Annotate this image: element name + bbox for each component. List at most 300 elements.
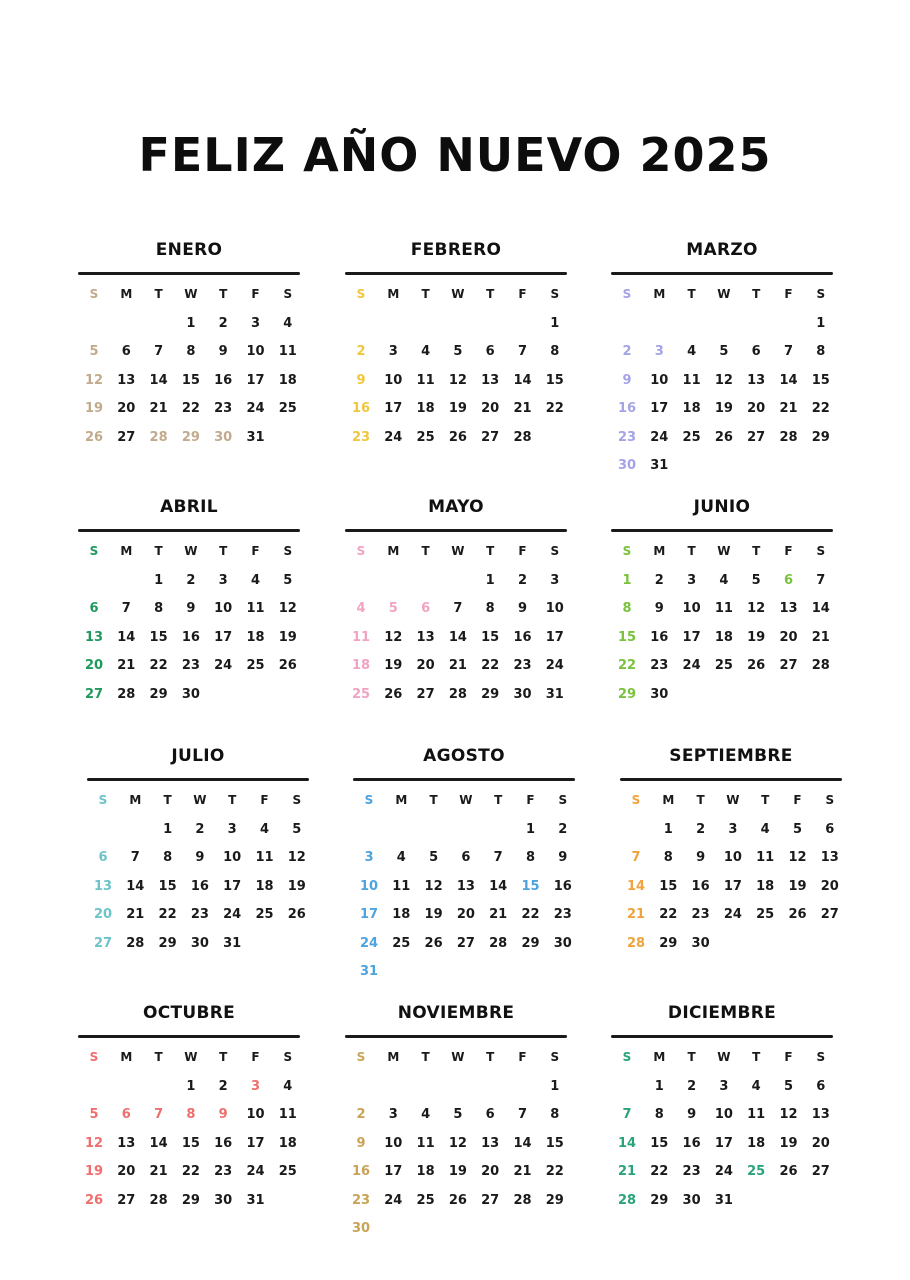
weekday-label: S <box>550 1050 560 1064</box>
day-cell: 12 <box>747 601 766 617</box>
weekday-label: T <box>687 544 696 558</box>
weekday-label: F <box>526 793 535 807</box>
day-cell: 24 <box>246 1164 265 1180</box>
day-cell: 6 <box>825 822 835 837</box>
day-cell: 1 <box>186 316 196 331</box>
day-cell: 25 <box>255 907 274 923</box>
weekday-label: M <box>120 287 133 301</box>
day-cell: 1 <box>163 822 173 837</box>
month-name: JULIO <box>171 746 225 766</box>
day-cell: 27 <box>811 1164 830 1180</box>
day-cell: 18 <box>246 629 265 645</box>
day-cell: 7 <box>783 344 794 360</box>
day-cell: 4 <box>283 1079 293 1094</box>
day-cell: 6 <box>121 1107 131 1123</box>
day-cell: 7 <box>517 344 528 360</box>
month-mayo <box>345 497 567 737</box>
month-divider <box>353 778 575 781</box>
day-cell: 2 <box>218 1079 228 1094</box>
day-cell: 11 <box>246 601 265 617</box>
day-cell: 23 <box>650 658 669 674</box>
day-cell: 14 <box>448 629 467 645</box>
day-cell: 5 <box>719 344 729 360</box>
day-cell: 18 <box>756 878 775 894</box>
day-cell: 21 <box>513 1164 532 1180</box>
weekday-label: F <box>251 544 260 558</box>
day-cell: 18 <box>714 629 733 645</box>
day-cell: 19 <box>287 878 306 894</box>
day-cell: 14 <box>149 372 168 388</box>
day-cell: 15 <box>659 878 678 894</box>
day-cell: 3 <box>654 344 664 360</box>
day-cell: 6 <box>421 601 431 617</box>
day-cell: 21 <box>779 401 798 417</box>
day-cell: 25 <box>246 658 265 674</box>
day-cell: 20 <box>747 401 766 417</box>
day-cell: 2 <box>186 573 196 588</box>
day-cell: 10 <box>723 850 742 866</box>
day-cell: 13 <box>117 1135 136 1151</box>
day-cell: 26 <box>278 658 297 674</box>
day-cell: 19 <box>84 1164 104 1180</box>
day-cell: 10 <box>714 1107 733 1123</box>
day-cell: 2 <box>558 822 568 837</box>
day-cell: 26 <box>287 907 306 923</box>
day-cell: 9 <box>356 372 366 388</box>
day-cell: 16 <box>214 1135 233 1151</box>
day-cell: 7 <box>631 850 641 866</box>
day-cell: 23 <box>214 1164 233 1180</box>
day-cell: 5 <box>429 850 439 866</box>
weekday-label: W <box>184 1050 198 1064</box>
day-cell: 29 <box>650 1192 669 1208</box>
weekday-label: S <box>283 544 293 558</box>
weekday-label: T <box>761 793 770 807</box>
day-cell: 15 <box>545 1135 564 1151</box>
month-name: MARZO <box>686 240 758 260</box>
day-cell: 3 <box>388 344 398 360</box>
day-cell: 13 <box>93 878 113 894</box>
day-cell: 16 <box>351 401 371 417</box>
day-cell: 19 <box>448 1164 467 1180</box>
day-cell: 10 <box>223 850 242 866</box>
day-cell: 18 <box>255 878 274 894</box>
day-cell: 14 <box>626 878 646 894</box>
day-cell: 17 <box>384 401 403 417</box>
day-cell: 6 <box>121 344 131 360</box>
day-cell: 16 <box>691 878 710 894</box>
day-cell: 28 <box>448 686 467 702</box>
day-cell: 26 <box>84 1192 104 1208</box>
day-cell: 10 <box>246 344 265 360</box>
day-cell: 27 <box>481 1192 500 1208</box>
weekday-label: W <box>184 544 198 558</box>
weekday-label: M <box>395 793 408 807</box>
day-cell: 26 <box>779 1164 798 1180</box>
day-cell: 20 <box>117 1164 136 1180</box>
weekday-label: T <box>687 1050 696 1064</box>
month-abril <box>78 497 300 737</box>
day-cell: 3 <box>719 1079 729 1094</box>
day-cell: 9 <box>622 372 632 388</box>
day-cell: 11 <box>255 850 274 866</box>
day-cell: 27 <box>117 429 136 445</box>
day-cell: 19 <box>424 907 443 923</box>
month-noviembre <box>345 1003 567 1243</box>
weekday-label: M <box>387 544 400 558</box>
day-cell: 30 <box>691 935 710 951</box>
day-cell: 24 <box>359 935 379 951</box>
day-cell: 9 <box>218 1107 228 1123</box>
weekday-label: T <box>752 1050 761 1064</box>
weekday-label: S <box>98 793 108 807</box>
day-cell: 12 <box>84 1135 104 1151</box>
day-cell: 22 <box>811 401 830 417</box>
day-cell: 17 <box>246 372 265 388</box>
day-cell: 4 <box>760 822 770 837</box>
day-cell: 28 <box>126 935 145 951</box>
day-cell: 18 <box>416 401 435 417</box>
day-cell: 14 <box>811 601 830 617</box>
weekday-label: F <box>784 287 793 301</box>
day-cell: 7 <box>154 344 164 360</box>
day-cell: 7 <box>622 1107 632 1123</box>
day-cell: 7 <box>121 601 131 617</box>
day-cell: 3 <box>250 316 261 331</box>
day-cell: 10 <box>545 601 564 617</box>
day-cell: 25 <box>278 1164 297 1180</box>
day-cell: 16 <box>650 629 669 645</box>
day-cell: 23 <box>513 658 532 674</box>
month-agosto <box>353 746 575 986</box>
weekday-label: T <box>219 1050 228 1064</box>
day-cell: 14 <box>489 878 508 894</box>
weekday-label: T <box>154 1050 163 1064</box>
day-cell: 5 <box>292 822 302 837</box>
day-cell: 1 <box>525 822 536 837</box>
day-cell: 17 <box>682 629 701 645</box>
weekday-label: W <box>459 793 473 807</box>
day-cell: 18 <box>278 1135 297 1151</box>
month-name: OCTUBRE <box>142 1003 236 1023</box>
day-cell: 12 <box>714 372 733 388</box>
day-cell: 3 <box>728 822 738 837</box>
day-cell: 17 <box>246 1135 265 1151</box>
month-diciembre <box>611 1003 833 1243</box>
day-cell: 11 <box>747 1107 766 1123</box>
day-cell: 11 <box>756 850 775 866</box>
day-cell: 11 <box>682 372 701 388</box>
weekday-label: T <box>486 544 495 558</box>
day-cell: 25 <box>351 686 371 702</box>
day-cell: 17 <box>214 629 233 645</box>
day-cell: 20 <box>481 1164 500 1180</box>
weekday-label: W <box>717 544 731 558</box>
day-cell: 5 <box>453 1107 463 1123</box>
weekday-label: T <box>163 793 172 807</box>
day-cell: 15 <box>481 629 500 645</box>
day-cell: 3 <box>364 850 374 866</box>
day-cell: 13 <box>416 629 435 645</box>
weekday-label: T <box>421 1050 430 1064</box>
day-cell: 29 <box>158 935 177 951</box>
weekday-label: S <box>622 1050 632 1064</box>
day-cell: 31 <box>246 1192 265 1208</box>
day-cell: 14 <box>117 629 136 645</box>
day-cell: 5 <box>792 822 803 837</box>
day-cell: 18 <box>351 658 371 674</box>
day-cell: 3 <box>250 1079 261 1094</box>
day-cell: 21 <box>513 401 532 417</box>
day-cell: 29 <box>181 1192 200 1208</box>
weekday-label: S <box>558 793 568 807</box>
day-cell: 17 <box>359 907 379 923</box>
day-cell: 13 <box>481 1135 500 1151</box>
day-cell: 13 <box>747 372 766 388</box>
day-cell: 4 <box>687 344 697 360</box>
day-cell: 22 <box>181 1164 200 1180</box>
weekday-label: S <box>283 287 293 301</box>
month-divider <box>78 1035 300 1038</box>
day-cell: 27 <box>117 1192 136 1208</box>
day-cell: 20 <box>811 1135 830 1151</box>
day-cell: 26 <box>84 429 104 445</box>
weekday-label: T <box>752 287 761 301</box>
day-cell: 26 <box>384 686 403 702</box>
day-cell: 29 <box>181 429 200 445</box>
day-cell: 19 <box>278 629 297 645</box>
day-cell: 4 <box>751 1079 761 1094</box>
weekday-label: T <box>696 793 705 807</box>
weekday-label: F <box>518 1050 527 1064</box>
day-cell: 15 <box>149 629 168 645</box>
weekday-label: T <box>687 287 696 301</box>
day-cell: 30 <box>190 935 209 951</box>
weekday-label: S <box>550 287 560 301</box>
day-cell: 7 <box>154 1107 164 1123</box>
day-cell: 1 <box>550 316 560 331</box>
day-cell: 25 <box>756 907 775 923</box>
day-cell: 11 <box>714 601 733 617</box>
day-cell: 5 <box>89 1107 99 1123</box>
day-cell: 9 <box>186 601 196 617</box>
day-cell: 25 <box>682 429 701 445</box>
day-cell: 15 <box>650 1135 669 1151</box>
day-cell: 6 <box>98 850 108 866</box>
weekday-label: S <box>825 793 835 807</box>
day-cell: 28 <box>617 1192 637 1208</box>
month-name: DICIEMBRE <box>667 1003 777 1023</box>
weekday-label: S <box>356 287 366 301</box>
day-cell: 4 <box>396 850 406 866</box>
day-cell: 13 <box>779 601 798 617</box>
day-cell: 15 <box>811 372 830 388</box>
day-cell: 24 <box>384 1192 403 1208</box>
day-cell: 26 <box>747 658 766 674</box>
day-cell: 15 <box>617 629 637 645</box>
day-cell: 22 <box>659 907 678 923</box>
day-cell: 5 <box>388 601 398 617</box>
day-cell: 14 <box>513 372 532 388</box>
day-cell: 13 <box>456 878 475 894</box>
day-cell: 11 <box>416 372 435 388</box>
month-divider <box>611 1035 833 1038</box>
month-divider <box>611 529 833 532</box>
day-cell: 23 <box>682 1164 701 1180</box>
day-cell: 31 <box>714 1192 733 1208</box>
day-cell: 23 <box>617 429 637 445</box>
day-cell: 20 <box>456 907 475 923</box>
day-cell: 28 <box>489 935 508 951</box>
month-marzo <box>611 240 833 480</box>
day-cell: 12 <box>384 629 403 645</box>
day-cell: 10 <box>384 372 403 388</box>
weekday-label: M <box>129 793 142 807</box>
day-cell: 23 <box>181 658 200 674</box>
weekday-label: M <box>653 544 666 558</box>
day-cell: 30 <box>553 935 572 951</box>
day-cell: 29 <box>521 935 540 951</box>
month-divider <box>345 272 567 275</box>
day-cell: 21 <box>811 629 830 645</box>
day-cell: 24 <box>682 658 701 674</box>
day-cell: 1 <box>550 1079 560 1094</box>
day-cell: 20 <box>416 658 435 674</box>
day-cell: 18 <box>416 1164 435 1180</box>
day-cell: 31 <box>650 458 669 473</box>
day-cell: 30 <box>617 458 637 473</box>
month-name: NOVIEMBRE <box>397 1003 515 1023</box>
day-cell: 22 <box>181 401 200 417</box>
weekday-label: S <box>631 793 641 807</box>
day-cell: 14 <box>617 1135 637 1151</box>
day-cell: 20 <box>117 401 136 417</box>
day-cell: 27 <box>481 429 500 445</box>
weekday-label: W <box>451 544 465 558</box>
day-cell: 28 <box>149 1192 168 1208</box>
day-cell: 30 <box>682 1192 701 1208</box>
day-cell: 19 <box>448 401 467 417</box>
day-cell: 16 <box>351 1164 371 1180</box>
weekday-label: M <box>653 1050 666 1064</box>
day-cell: 9 <box>696 850 706 866</box>
day-cell: 27 <box>747 429 766 445</box>
day-cell: 16 <box>682 1135 701 1151</box>
day-cell: 9 <box>218 344 228 360</box>
day-cell: 20 <box>93 907 113 923</box>
day-cell: 11 <box>416 1135 435 1151</box>
month-julio <box>87 746 309 986</box>
weekday-label: F <box>784 544 793 558</box>
day-cell: 6 <box>89 601 99 617</box>
day-cell: 26 <box>448 429 467 445</box>
weekday-label: S <box>89 287 99 301</box>
month-divider <box>345 1035 567 1038</box>
day-cell: 30 <box>351 1221 371 1236</box>
day-cell: 8 <box>622 601 632 617</box>
day-cell: 1 <box>816 316 826 331</box>
day-cell: 22 <box>617 658 637 674</box>
weekday-label: M <box>387 287 400 301</box>
day-cell: 28 <box>513 1192 532 1208</box>
month-junio <box>611 497 833 737</box>
day-cell: 10 <box>214 601 233 617</box>
day-cell: 9 <box>195 850 205 866</box>
day-cell: 5 <box>453 344 463 360</box>
day-cell: 31 <box>545 686 564 702</box>
day-cell: 21 <box>448 658 467 674</box>
day-cell: 1 <box>663 822 673 837</box>
day-cell: 7 <box>130 850 140 866</box>
day-cell: 28 <box>149 429 168 445</box>
day-cell: 18 <box>392 907 411 923</box>
day-cell: 14 <box>149 1135 168 1151</box>
day-cell: 8 <box>186 344 196 360</box>
day-cell: 29 <box>617 686 637 702</box>
day-cell: 14 <box>126 878 145 894</box>
day-cell: 21 <box>489 907 508 923</box>
weekday-label: S <box>292 793 302 807</box>
day-cell: 30 <box>650 686 669 702</box>
day-cell: 4 <box>719 573 729 588</box>
day-cell: 16 <box>214 372 233 388</box>
day-cell: 22 <box>521 907 540 923</box>
day-cell: 13 <box>481 372 500 388</box>
day-cell: 17 <box>223 878 242 894</box>
weekday-label: T <box>219 544 228 558</box>
day-cell: 27 <box>456 935 475 951</box>
day-cell: 27 <box>93 935 113 951</box>
day-cell: 19 <box>714 401 733 417</box>
day-cell: 12 <box>788 850 807 866</box>
day-cell: 3 <box>550 573 560 588</box>
day-cell: 28 <box>117 686 136 702</box>
weekday-label: M <box>387 1050 400 1064</box>
weekday-label: W <box>184 287 198 301</box>
month-divider <box>78 272 300 275</box>
day-cell: 20 <box>820 878 839 894</box>
day-cell: 26 <box>448 1192 467 1208</box>
month-name: FEBRERO <box>410 240 502 260</box>
weekday-label: S <box>283 1050 293 1064</box>
day-cell: 1 <box>622 573 632 588</box>
day-cell: 15 <box>521 878 540 894</box>
day-cell: 30 <box>181 686 200 702</box>
day-cell: 11 <box>351 629 371 645</box>
day-cell: 24 <box>246 401 265 417</box>
day-cell: 6 <box>751 344 761 360</box>
day-cell: 7 <box>517 1107 528 1123</box>
day-cell: 28 <box>779 429 798 445</box>
day-cell: 20 <box>779 629 798 645</box>
month-febrero <box>345 240 567 480</box>
weekday-label: M <box>653 287 666 301</box>
day-cell: 8 <box>654 1107 664 1123</box>
day-cell: 19 <box>788 878 807 894</box>
day-cell: 16 <box>190 878 209 894</box>
day-cell: 23 <box>351 1192 371 1208</box>
day-cell: 27 <box>416 686 435 702</box>
day-cell: 18 <box>747 1135 766 1151</box>
day-cell: 21 <box>126 907 145 923</box>
weekday-label: F <box>260 793 269 807</box>
month-septiembre <box>620 746 842 986</box>
day-cell: 31 <box>223 935 242 951</box>
day-cell: 3 <box>687 573 697 588</box>
day-cell: 1 <box>485 573 495 588</box>
weekday-label: S <box>356 1050 366 1064</box>
day-cell: 25 <box>278 401 297 417</box>
